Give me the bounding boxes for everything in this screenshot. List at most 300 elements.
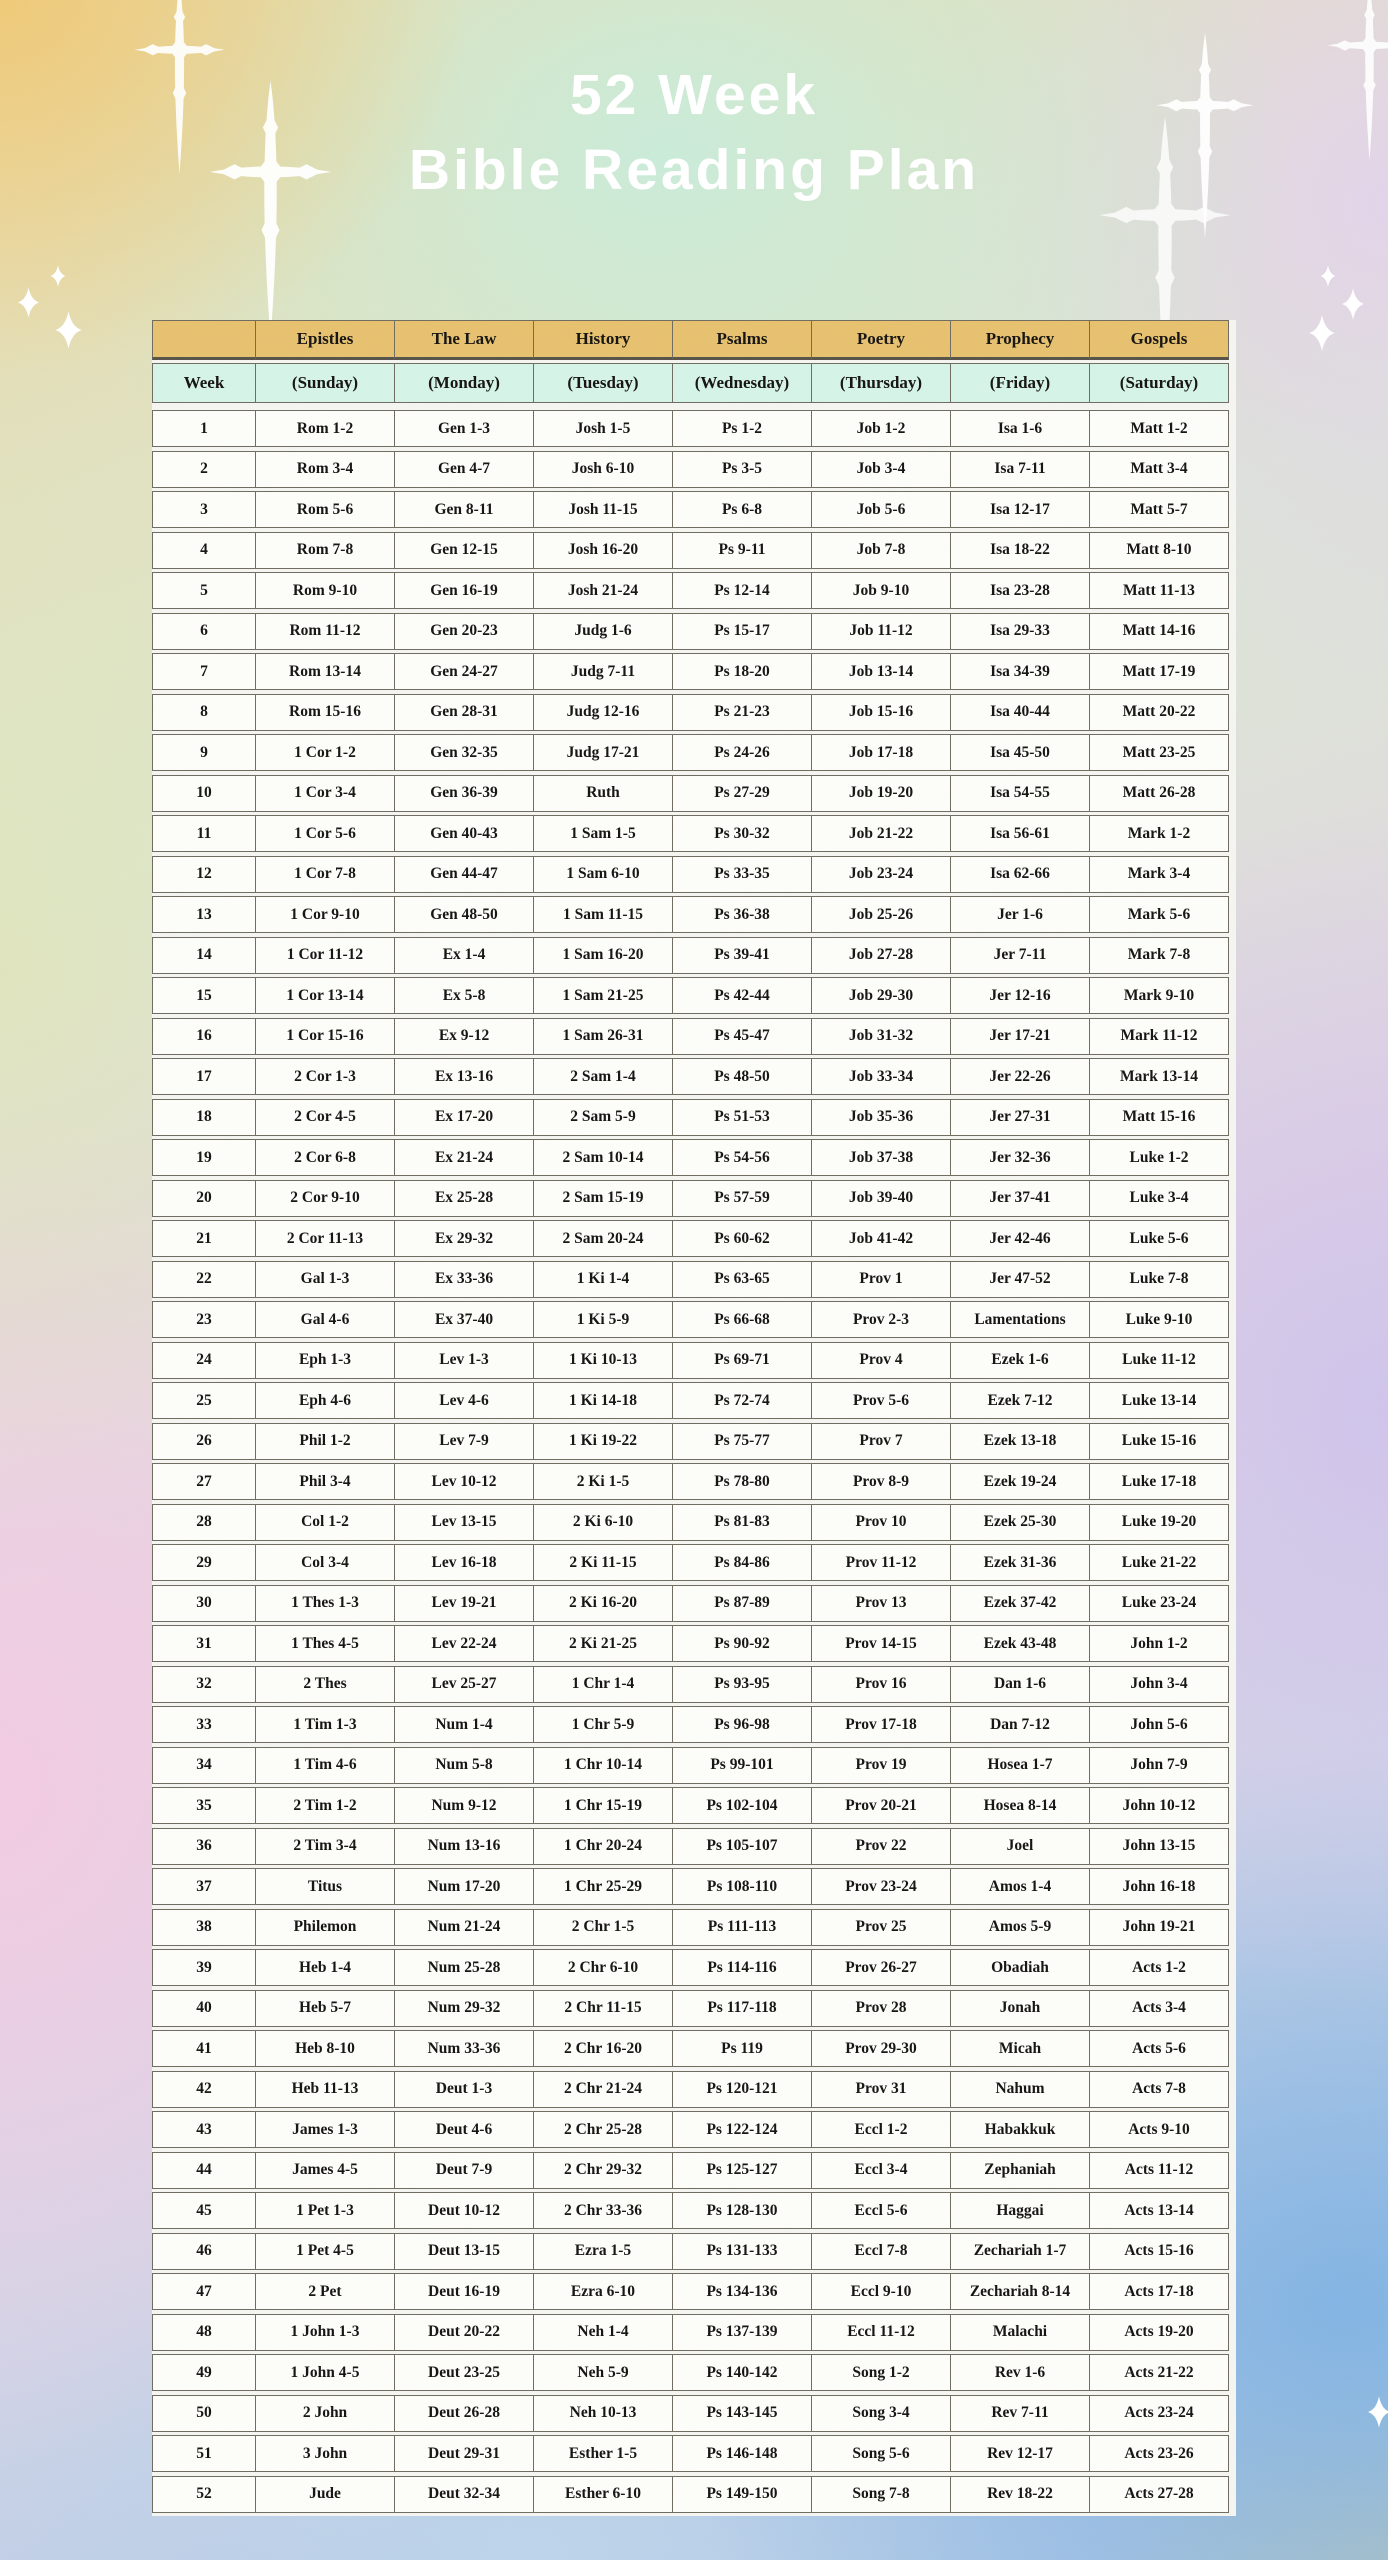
reading-cell: Prov 23-24 <box>811 1868 951 1905</box>
week-number-cell: 27 <box>152 1463 256 1500</box>
week-number-cell: 47 <box>152 2273 256 2310</box>
reading-cell: 2 Cor 1-3 <box>255 1058 395 1095</box>
week-number-cell: 6 <box>152 613 256 650</box>
sparkle-icon <box>1340 286 1366 322</box>
reading-cell: Deut 23-25 <box>394 2354 534 2391</box>
reading-cell: Rom 15-16 <box>255 694 395 731</box>
reading-cell: Ps 122-124 <box>672 2111 812 2148</box>
reading-cell: Ps 81-83 <box>672 1504 812 1541</box>
week-number-cell: 18 <box>152 1099 256 1136</box>
reading-cell: Ps 60-62 <box>672 1220 812 1257</box>
reading-cell: 1 Ki 19-22 <box>533 1423 673 1460</box>
reading-cell: Acts 11-12 <box>1089 2152 1229 2189</box>
reading-cell: Josh 21-24 <box>533 572 673 609</box>
reading-cell: Luke 13-14 <box>1089 1382 1229 1419</box>
reading-cell: John 5-6 <box>1089 1706 1229 1743</box>
reading-cell: Ex 25-28 <box>394 1180 534 1217</box>
category-header-row <box>152 320 1236 360</box>
reading-cell: Gen 20-23 <box>394 613 534 650</box>
reading-cell: Mark 5-6 <box>1089 896 1229 933</box>
reading-cell: Acts 3-4 <box>1089 1990 1229 2027</box>
reading-cell: Mark 13-14 <box>1089 1058 1229 1095</box>
reading-cell: Ps 12-14 <box>672 572 812 609</box>
reading-cell: Jer 37-41 <box>950 1180 1090 1217</box>
reading-cell: Ps 63-65 <box>672 1261 812 1298</box>
reading-cell: Job 15-16 <box>811 694 951 731</box>
reading-cell: Rev 7-11 <box>950 2395 1090 2432</box>
table-row <box>152 2152 1236 2189</box>
reading-cell: Prov 19 <box>811 1747 951 1784</box>
reading-cell: Matt 5-7 <box>1089 491 1229 528</box>
reading-cell: Mark 1-2 <box>1089 815 1229 852</box>
sparkle-icon <box>1319 263 1337 289</box>
week-number-cell: 26 <box>152 1423 256 1460</box>
reading-cell: Acts 5-6 <box>1089 2030 1229 2067</box>
reading-cell: Ps 15-17 <box>672 613 812 650</box>
day-header-cell: (Thursday) <box>811 363 951 403</box>
reading-cell: 1 Cor 13-14 <box>255 977 395 1014</box>
reading-cell: Jer 7-11 <box>950 937 1090 974</box>
reading-cell: Song 7-8 <box>811 2476 951 2513</box>
reading-cell: Prov 13 <box>811 1585 951 1622</box>
table-row <box>152 1099 1236 1136</box>
reading-cell: Ps 119 <box>672 2030 812 2067</box>
week-number-cell: 25 <box>152 1382 256 1419</box>
reading-cell: Matt 1-2 <box>1089 410 1229 447</box>
reading-cell: Acts 27-28 <box>1089 2476 1229 2513</box>
table-row <box>152 491 1236 528</box>
reading-cell: Isa 29-33 <box>950 613 1090 650</box>
sparkle-icon <box>1307 310 1337 356</box>
reading-cell: Matt 26-28 <box>1089 775 1229 812</box>
table-row <box>152 2111 1236 2148</box>
week-number-cell: 35 <box>152 1787 256 1824</box>
reading-cell: 1 Cor 1-2 <box>255 734 395 771</box>
table-row <box>152 410 1236 447</box>
reading-cell: Ps 21-23 <box>672 694 812 731</box>
reading-cell: Zechariah 8-14 <box>950 2273 1090 2310</box>
reading-cell: Prov 16 <box>811 1666 951 1703</box>
week-number-cell: 7 <box>152 653 256 690</box>
reading-cell: Ps 9-11 <box>672 532 812 569</box>
week-number-cell: 34 <box>152 1747 256 1784</box>
reading-cell: Prov 22 <box>811 1828 951 1865</box>
day-header-cell: (Sunday) <box>255 363 395 403</box>
week-number-cell: 40 <box>152 1990 256 2027</box>
reading-cell: 2 Sam 10-14 <box>533 1139 673 1176</box>
reading-cell: Acts 23-24 <box>1089 2395 1229 2432</box>
table-row <box>152 1180 1236 1217</box>
reading-cell: 2 Chr 21-24 <box>533 2071 673 2108</box>
reading-cell: Prov 8-9 <box>811 1463 951 1500</box>
day-header-cell: (Friday) <box>950 363 1090 403</box>
reading-cell: Ps 117-118 <box>672 1990 812 2027</box>
reading-cell: Gen 28-31 <box>394 694 534 731</box>
reading-cell: Matt 11-13 <box>1089 572 1229 609</box>
reading-cell: Ps 36-38 <box>672 896 812 933</box>
reading-cell: Ex 17-20 <box>394 1099 534 1136</box>
reading-cell: Jer 47-52 <box>950 1261 1090 1298</box>
table-row <box>152 2476 1236 2513</box>
reading-cell: Ps 27-29 <box>672 775 812 812</box>
reading-cell: Jer 27-31 <box>950 1099 1090 1136</box>
reading-cell: Song 5-6 <box>811 2435 951 2472</box>
reading-cell: Ps 57-59 <box>672 1180 812 1217</box>
reading-cell: Acts 21-22 <box>1089 2354 1229 2391</box>
table-row <box>152 1301 1236 1338</box>
reading-cell: Ex 37-40 <box>394 1301 534 1338</box>
reading-cell: Rom 9-10 <box>255 572 395 609</box>
reading-cell: Obadiah <box>950 1949 1090 1986</box>
reading-cell: 1 Chr 25-29 <box>533 1868 673 1905</box>
reading-cell: Deut 4-6 <box>394 2111 534 2148</box>
reading-cell: Ps 99-101 <box>672 1747 812 1784</box>
page-title-line2: Bible Reading Plan <box>408 138 980 202</box>
reading-cell: Job 21-22 <box>811 815 951 852</box>
reading-cell: Ps 114-116 <box>672 1949 812 1986</box>
table-row <box>152 1382 1236 1419</box>
reading-cell: 2 Pet <box>255 2273 395 2310</box>
reading-cell: 1 Cor 5-6 <box>255 815 395 852</box>
reading-cell: Acts 19-20 <box>1089 2314 1229 2351</box>
reading-cell: Job 1-2 <box>811 410 951 447</box>
reading-plan-table <box>152 320 1236 2516</box>
reading-cell: 2 Cor 9-10 <box>255 1180 395 1217</box>
reading-cell: Job 17-18 <box>811 734 951 771</box>
reading-cell: Ps 48-50 <box>672 1058 812 1095</box>
reading-cell: Esther 6-10 <box>533 2476 673 2513</box>
table-row <box>152 1949 1236 1986</box>
reading-cell: Job 11-12 <box>811 613 951 650</box>
reading-cell: 2 Cor 11-13 <box>255 1220 395 1257</box>
reading-cell: Rev 12-17 <box>950 2435 1090 2472</box>
reading-cell: Ezek 31-36 <box>950 1544 1090 1581</box>
reading-cell: Isa 12-17 <box>950 491 1090 528</box>
table-row <box>152 815 1236 852</box>
reading-cell: Ps 18-20 <box>672 653 812 690</box>
reading-cell: Ps 54-56 <box>672 1139 812 1176</box>
reading-cell: John 3-4 <box>1089 1666 1229 1703</box>
reading-cell: Lev 7-9 <box>394 1423 534 1460</box>
reading-cell: Deut 10-12 <box>394 2192 534 2229</box>
reading-cell: Num 33-36 <box>394 2030 534 2067</box>
reading-cell: Matt 15-16 <box>1089 1099 1229 1136</box>
table-row <box>152 613 1236 650</box>
reading-cell: Gal 4-6 <box>255 1301 395 1338</box>
reading-cell: 1 Thes 4-5 <box>255 1625 395 1662</box>
reading-cell: Deut 13-15 <box>394 2233 534 2270</box>
reading-cell: Lev 19-21 <box>394 1585 534 1622</box>
reading-cell: Eccl 5-6 <box>811 2192 951 2229</box>
reading-cell: Job 5-6 <box>811 491 951 528</box>
reading-cell: Jer 42-46 <box>950 1220 1090 1257</box>
table-row <box>152 653 1236 690</box>
reading-cell: Gen 4-7 <box>394 451 534 488</box>
reading-cell: Gen 16-19 <box>394 572 534 609</box>
table-row <box>152 1342 1236 1379</box>
day-header-cell: (Tuesday) <box>533 363 673 403</box>
reading-cell: Num 17-20 <box>394 1868 534 1905</box>
reading-cell: Ps 3-5 <box>672 451 812 488</box>
reading-cell: Job 3-4 <box>811 451 951 488</box>
week-number-cell: 52 <box>152 2476 256 2513</box>
reading-cell: Rev 18-22 <box>950 2476 1090 2513</box>
reading-cell: 2 Chr 1-5 <box>533 1909 673 1946</box>
reading-cell: Ps 93-95 <box>672 1666 812 1703</box>
reading-cell: Eccl 7-8 <box>811 2233 951 2270</box>
reading-cell: James 1-3 <box>255 2111 395 2148</box>
table-row <box>152 2435 1236 2472</box>
reading-cell: 2 Sam 15-19 <box>533 1180 673 1217</box>
reading-cell: Gen 48-50 <box>394 896 534 933</box>
reading-cell: Phil 3-4 <box>255 1463 395 1500</box>
reading-cell: Ps 1-2 <box>672 410 812 447</box>
reading-cell: Jonah <box>950 1990 1090 2027</box>
reading-cell: Hosea 1-7 <box>950 1747 1090 1784</box>
reading-cell: Matt 8-10 <box>1089 532 1229 569</box>
reading-cell: Deut 26-28 <box>394 2395 534 2432</box>
reading-cell: Dan 1-6 <box>950 1666 1090 1703</box>
week-number-cell: 51 <box>152 2435 256 2472</box>
week-number-cell: 19 <box>152 1139 256 1176</box>
sparkle-icon <box>16 286 41 319</box>
reading-cell: Ps 143-145 <box>672 2395 812 2432</box>
week-number-cell: 31 <box>152 1625 256 1662</box>
table-row <box>152 775 1236 812</box>
week-number-cell: 16 <box>152 1018 256 1055</box>
reading-cell: Mark 11-12 <box>1089 1018 1229 1055</box>
reading-cell: Ps 96-98 <box>672 1706 812 1743</box>
reading-cell: Job 29-30 <box>811 977 951 1014</box>
reading-cell: Acts 9-10 <box>1089 2111 1229 2148</box>
reading-cell: Neh 5-9 <box>533 2354 673 2391</box>
reading-cell: Micah <box>950 2030 1090 2067</box>
reading-cell: Ps 131-133 <box>672 2233 812 2270</box>
week-number-cell: 14 <box>152 937 256 974</box>
reading-cell: Phil 1-2 <box>255 1423 395 1460</box>
reading-cell: Gal 1-3 <box>255 1261 395 1298</box>
week-number-cell: 5 <box>152 572 256 609</box>
reading-cell: Prov 4 <box>811 1342 951 1379</box>
reading-cell: Isa 1-6 <box>950 410 1090 447</box>
reading-cell: Mark 9-10 <box>1089 977 1229 1014</box>
reading-cell: Jer 32-36 <box>950 1139 1090 1176</box>
reading-cell: Rom 13-14 <box>255 653 395 690</box>
reading-cell: Eccl 1-2 <box>811 2111 951 2148</box>
reading-cell: Acts 7-8 <box>1089 2071 1229 2108</box>
reading-cell: Num 5-8 <box>394 1747 534 1784</box>
reading-cell: Rom 7-8 <box>255 532 395 569</box>
reading-cell: Heb 5-7 <box>255 1990 395 2027</box>
reading-cell: Lev 25-27 <box>394 1666 534 1703</box>
week-number-cell: 30 <box>152 1585 256 1622</box>
reading-cell: 2 Thes <box>255 1666 395 1703</box>
reading-cell: Job 25-26 <box>811 896 951 933</box>
reading-cell: Ps 6-8 <box>672 491 812 528</box>
week-number-cell: 22 <box>152 1261 256 1298</box>
reading-cell: Ps 146-148 <box>672 2435 812 2472</box>
reading-cell: Isa 62-66 <box>950 856 1090 893</box>
reading-cell: 1 Chr 15-19 <box>533 1787 673 1824</box>
reading-cell: Matt 23-25 <box>1089 734 1229 771</box>
reading-cell: Neh 1-4 <box>533 2314 673 2351</box>
reading-cell: Luke 17-18 <box>1089 1463 1229 1500</box>
reading-cell: 1 Sam 6-10 <box>533 856 673 893</box>
reading-cell: Deut 32-34 <box>394 2476 534 2513</box>
reading-cell: Heb 8-10 <box>255 2030 395 2067</box>
sparkle-icon <box>49 263 67 289</box>
sparkle-icon <box>1366 2395 1388 2429</box>
reading-cell: Ps 105-107 <box>672 1828 812 1865</box>
reading-cell: Ezra 6-10 <box>533 2273 673 2310</box>
reading-cell: Ezek 43-48 <box>950 1625 1090 1662</box>
category-header-cell: The Law <box>394 320 534 360</box>
week-number-cell: 2 <box>152 451 256 488</box>
reading-cell: 2 Chr 29-32 <box>533 2152 673 2189</box>
reading-cell: Matt 20-22 <box>1089 694 1229 731</box>
reading-cell: Zephaniah <box>950 2152 1090 2189</box>
reading-cell: Judg 17-21 <box>533 734 673 771</box>
table-row <box>152 1625 1236 1662</box>
reading-cell: 2 Sam 5-9 <box>533 1099 673 1136</box>
week-number-cell: 41 <box>152 2030 256 2067</box>
week-number-cell: 29 <box>152 1544 256 1581</box>
reading-cell: 2 Chr 6-10 <box>533 1949 673 1986</box>
reading-cell: 2 Ki 16-20 <box>533 1585 673 1622</box>
reading-cell: Ps 137-139 <box>672 2314 812 2351</box>
week-number-cell: 13 <box>152 896 256 933</box>
reading-cell: 1 Chr 20-24 <box>533 1828 673 1865</box>
week-number-cell: 4 <box>152 532 256 569</box>
reading-cell: Ps 149-150 <box>672 2476 812 2513</box>
table-row <box>152 1261 1236 1298</box>
reading-cell: Josh 16-20 <box>533 532 673 569</box>
reading-cell: Job 41-42 <box>811 1220 951 1257</box>
reading-cell: Acts 17-18 <box>1089 2273 1229 2310</box>
reading-cell: Prov 26-27 <box>811 1949 951 1986</box>
reading-cell: Ruth <box>533 775 673 812</box>
reading-cell: John 7-9 <box>1089 1747 1229 1784</box>
table-row <box>152 1220 1236 1257</box>
reading-cell: Dan 7-12 <box>950 1706 1090 1743</box>
category-header-cell: Psalms <box>672 320 812 360</box>
reading-cell: Prov 1 <box>811 1261 951 1298</box>
reading-cell: 1 Cor 9-10 <box>255 896 395 933</box>
table-row <box>152 1504 1236 1541</box>
reading-cell: 1 Pet 4-5 <box>255 2233 395 2270</box>
table-row <box>152 2314 1236 2351</box>
reading-cell: Prov 2-3 <box>811 1301 951 1338</box>
reading-cell: Rev 1-6 <box>950 2354 1090 2391</box>
reading-cell: Isa 56-61 <box>950 815 1090 852</box>
table-row <box>152 2233 1236 2270</box>
reading-cell: Ex 5-8 <box>394 977 534 1014</box>
page-title <box>0 58 1388 208</box>
table-row <box>152 2030 1236 2067</box>
reading-cell: Job 19-20 <box>811 775 951 812</box>
reading-cell: Hosea 8-14 <box>950 1787 1090 1824</box>
reading-cell: 2 Sam 1-4 <box>533 1058 673 1095</box>
week-number-cell: 43 <box>152 2111 256 2148</box>
day-header-cell: (Saturday) <box>1089 363 1229 403</box>
reading-cell: Ex 33-36 <box>394 1261 534 1298</box>
reading-cell: Prov 7 <box>811 1423 951 1460</box>
reading-cell: Gen 24-27 <box>394 653 534 690</box>
reading-cell: John 16-18 <box>1089 1868 1229 1905</box>
reading-cell: 1 Cor 11-12 <box>255 937 395 974</box>
week-number-cell: 45 <box>152 2192 256 2229</box>
week-number-cell: 10 <box>152 775 256 812</box>
reading-cell: Luke 1-2 <box>1089 1139 1229 1176</box>
reading-cell: Ex 9-12 <box>394 1018 534 1055</box>
reading-cell: Esther 1-5 <box>533 2435 673 2472</box>
reading-cell: Acts 1-2 <box>1089 1949 1229 1986</box>
reading-cell: Ps 125-127 <box>672 2152 812 2189</box>
table-row <box>152 694 1236 731</box>
week-number-cell: 21 <box>152 1220 256 1257</box>
reading-cell: 2 Sam 20-24 <box>533 1220 673 1257</box>
reading-cell: Deut 20-22 <box>394 2314 534 2351</box>
category-header-cell: Gospels <box>1089 320 1229 360</box>
reading-cell: 1 John 4-5 <box>255 2354 395 2391</box>
reading-cell: Ps 128-130 <box>672 2192 812 2229</box>
reading-cell: Ps 84-86 <box>672 1544 812 1581</box>
reading-cell: Prov 28 <box>811 1990 951 2027</box>
reading-cell: Gen 32-35 <box>394 734 534 771</box>
week-number-cell: 49 <box>152 2354 256 2391</box>
reading-cell: Matt 17-19 <box>1089 653 1229 690</box>
day-header-cell: (Monday) <box>394 363 534 403</box>
reading-cell: Malachi <box>950 2314 1090 2351</box>
table-row <box>152 2395 1236 2432</box>
sparkle-icon <box>53 305 84 355</box>
reading-cell: Luke 15-16 <box>1089 1423 1229 1460</box>
table-row <box>152 1909 1236 1946</box>
reading-cell: Job 7-8 <box>811 532 951 569</box>
reading-cell: Mark 3-4 <box>1089 856 1229 893</box>
reading-cell: Ex 13-16 <box>394 1058 534 1095</box>
reading-cell: Luke 5-6 <box>1089 1220 1229 1257</box>
day-header-cell: Week <box>152 363 256 403</box>
reading-cell: Judg 7-11 <box>533 653 673 690</box>
reading-cell: 1 Sam 11-15 <box>533 896 673 933</box>
reading-cell: Ps 102-104 <box>672 1787 812 1824</box>
reading-cell: Ezra 1-5 <box>533 2233 673 2270</box>
reading-cell: 2 Cor 4-5 <box>255 1099 395 1136</box>
reading-cell: Rom 11-12 <box>255 613 395 650</box>
reading-cell: Prov 17-18 <box>811 1706 951 1743</box>
week-number-cell: 37 <box>152 1868 256 1905</box>
reading-cell: Habakkuk <box>950 2111 1090 2148</box>
reading-cell: Prov 10 <box>811 1504 951 1541</box>
reading-cell: Luke 21-22 <box>1089 1544 1229 1581</box>
reading-cell: Eph 1-3 <box>255 1342 395 1379</box>
reading-cell: Ps 30-32 <box>672 815 812 852</box>
reading-cell: Lamentations <box>950 1301 1090 1338</box>
reading-cell: Isa 23-28 <box>950 572 1090 609</box>
reading-cell: Ps 39-41 <box>672 937 812 974</box>
week-number-cell: 23 <box>152 1301 256 1338</box>
reading-cell: Lev 10-12 <box>394 1463 534 1500</box>
reading-cell: 1 Sam 16-20 <box>533 937 673 974</box>
reading-cell: Isa 18-22 <box>950 532 1090 569</box>
reading-cell: 1 Chr 5-9 <box>533 1706 673 1743</box>
reading-cell: Gen 40-43 <box>394 815 534 852</box>
reading-cell: Luke 11-12 <box>1089 1342 1229 1379</box>
reading-cell: Prov 25 <box>811 1909 951 1946</box>
week-number-cell: 48 <box>152 2314 256 2351</box>
reading-cell: Job 39-40 <box>811 1180 951 1217</box>
